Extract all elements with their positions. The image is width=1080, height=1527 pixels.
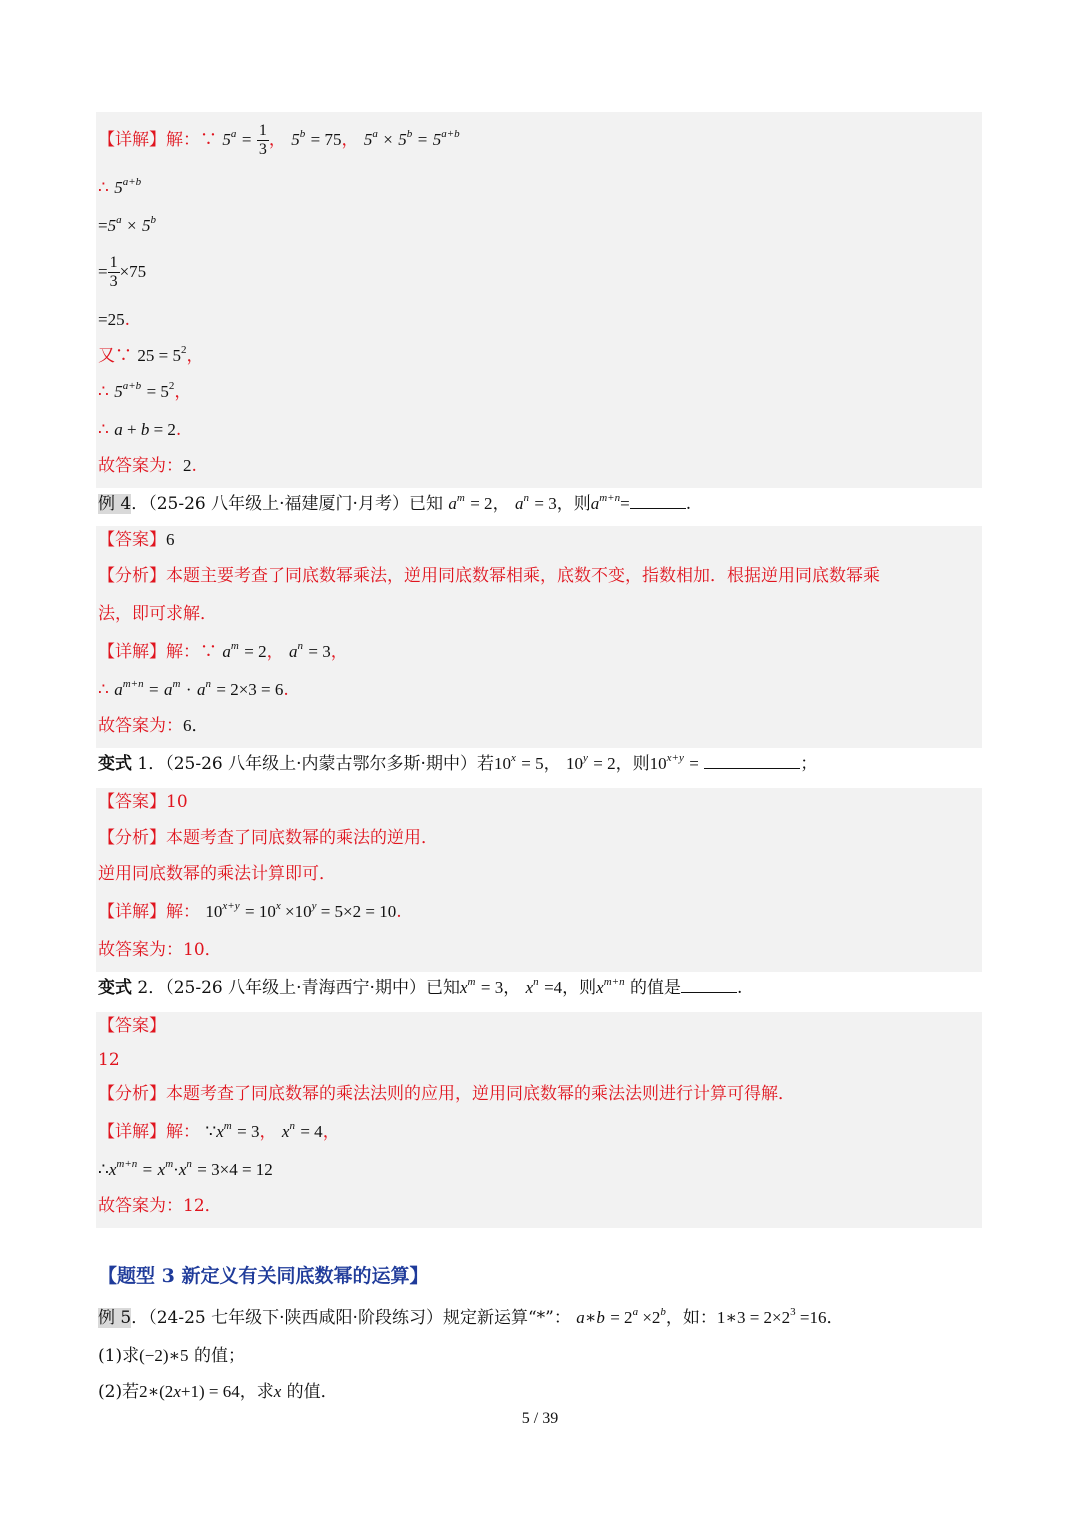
analysis-line: 【分析】本题主要考查了同底数幂乘法，逆用同底数幂相乘，底数不变，指数相加．根据逆用同底数幂乘 bbox=[98, 566, 880, 586]
example-label: 例 5 bbox=[98, 1308, 132, 1328]
step-line: 又∵ $25 = 5^2$， bbox=[98, 344, 204, 366]
analysis-line: 逆用同底数幂的乘法计算即可． bbox=[98, 864, 336, 884]
detail-line: 【详解】解： $10^{x+y} = 10^x \times 10^y = 5\times 2 = 10$. bbox=[98, 900, 402, 922]
page-number: 5 / 39 bbox=[521, 1410, 559, 1427]
fraction-one-third: $\frac{1}{3}$ bbox=[258, 122, 267, 158]
analysis-line: 法，即可求解． bbox=[98, 604, 217, 624]
answer-blank bbox=[681, 976, 737, 993]
solution-block-ex3 bbox=[96, 112, 982, 488]
result-line: 故答案为：10． bbox=[98, 940, 222, 960]
step-line: ∴ $a^{m+n} = a^m \cdot a^n = 2\times 3 = 6$. bbox=[98, 678, 289, 700]
answer-line: 【答案】6 bbox=[98, 530, 175, 550]
step-line: ∴ a + b = 2. bbox=[98, 420, 182, 440]
step-line: =25. bbox=[98, 310, 130, 330]
example-4-question: 例 4．（25-26 八年级上·福建厦门·月考）已知 $a^m = 2$， $a^n = 3$，则$a^{m+n}=$ . bbox=[98, 492, 692, 514]
answer-blank bbox=[704, 752, 800, 769]
variant-label: 变式 bbox=[98, 754, 132, 774]
step-line: = $\frac{1}{3}$ ×75 bbox=[98, 254, 147, 290]
therefore-line: ∴ $5^{a+b}$ bbox=[98, 176, 142, 198]
variant-2-question: 变式 2．（25-26 八年级上·青海西宁·期中）已知$x^m = 3$， $x^n =4$，则$x^{m+n}$ 的值是 . bbox=[98, 976, 743, 998]
detail-line: 【详解】解：∵ $a^m = 2$， $a^n = 3$， bbox=[98, 640, 348, 662]
question-2: (2)若2∗(2x+1) = 64，求x 的值． bbox=[98, 1382, 338, 1402]
answer-blank bbox=[630, 492, 686, 509]
question-1: (1)求(−2)∗5 的值； bbox=[98, 1346, 245, 1366]
analysis-line: 【分析】本题考查了同底数幂的乘法法则的应用，逆用同底数幂的乘法法则进行计算可得解． bbox=[98, 1084, 795, 1104]
answer-line: 【答案】 bbox=[98, 1016, 166, 1036]
section-heading: 【题型 3 新定义有关同底数幂的运算】 bbox=[98, 1265, 429, 1287]
detail-label: 【详解】 bbox=[98, 130, 166, 150]
detail-line: 【详解】解： $\because x^m = 3$， $x^n = 4$， bbox=[98, 1120, 340, 1142]
analysis-line: 【分析】本题考查了同底数幂的乘法的逆用． bbox=[98, 828, 438, 848]
variant-label: 变式 bbox=[98, 978, 132, 998]
answer-value-line: 12 bbox=[98, 1050, 120, 1070]
result-line: 故答案为：2. bbox=[98, 456, 197, 476]
step-line: $\therefore x^{m+n} = x^m\cdot x^n = 3\times 4 = 12$ bbox=[98, 1158, 273, 1179]
example-label: 例 4 bbox=[98, 494, 132, 514]
detail-line: 【详解】解：∵ 5$^a$ = $\frac{1}{3}$ ， 5$^b$ = 75， $5^a \times 5^b = 5^{a+b}$ bbox=[98, 122, 460, 158]
step-line: ∴ $5^{a+b} = 5^2$， bbox=[98, 380, 192, 402]
variant-1-question: 变式 1．（25-26 八年级上·内蒙古鄂尔多斯·期中）若10$^x$ = 5， 10$^y$ = 2，则$10^{x+y}$ = ； bbox=[98, 752, 818, 774]
result-line: 故答案为：6． bbox=[98, 716, 209, 736]
result-line: 故答案为：12． bbox=[98, 1196, 222, 1216]
answer-line: 【答案】10 bbox=[98, 792, 188, 812]
solution-block-ex4 bbox=[96, 526, 982, 748]
example-5-question: 例 5．（24-25 七年级下·陕西咸阳·阶段练习）规定新运算“*”： a∗b = $2^a \times 2^b$，如：1∗3 = $2\times 2^3 =16$． bbox=[98, 1306, 844, 1328]
step-line: $=5^a \times 5^b$ bbox=[98, 214, 156, 235]
